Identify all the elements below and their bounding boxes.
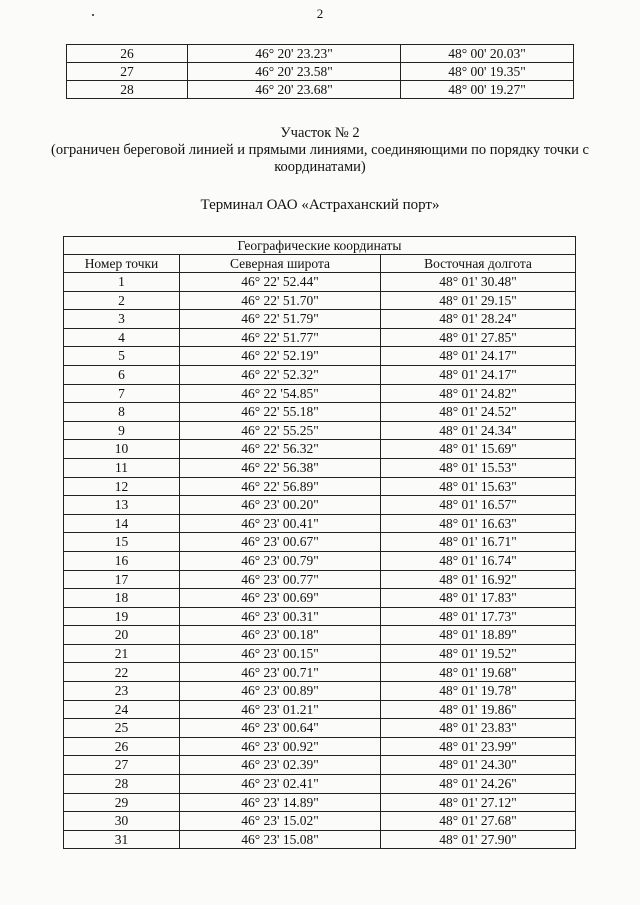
- longitude-cell: 48° 01' 16.92": [381, 570, 576, 589]
- latitude-cell: 46° 23' 14.89": [180, 793, 381, 812]
- longitude-cell: 48° 01' 17.83": [381, 589, 576, 608]
- point-cell: 23: [64, 682, 180, 701]
- longitude-cell: 48° 01' 19.78": [381, 682, 576, 701]
- table-row: [64, 551, 576, 570]
- table-row: [64, 663, 576, 682]
- table-row: [64, 347, 576, 366]
- table-row: [64, 682, 576, 701]
- point-cell: 19: [64, 607, 180, 626]
- longitude-cell: 48° 01' 19.68": [381, 663, 576, 682]
- table-row: [64, 793, 576, 812]
- table-row: [67, 81, 574, 99]
- header-point: Номер точки: [64, 255, 180, 273]
- table-row: [64, 700, 576, 719]
- longitude-cell: 48° 01' 15.53": [381, 458, 576, 477]
- latitude-cell: 46° 20' 23.68": [188, 81, 401, 99]
- longitude-cell: 48° 01' 27.68": [381, 812, 576, 831]
- section-description: (ограничен береговой линией и прямыми линиями, соединяющими по порядку точки с координатами): [51, 142, 589, 175]
- latitude-cell: 46° 22' 51.79": [180, 310, 381, 329]
- header-group: Географические координаты: [64, 237, 576, 255]
- table-row: [64, 384, 576, 403]
- point-cell: 3: [64, 310, 180, 329]
- longitude-cell: 48° 01' 24.26": [381, 775, 576, 794]
- point-cell: 27: [67, 63, 188, 81]
- header-longitude: Восточная долгота: [381, 255, 576, 273]
- table-row: [64, 775, 576, 794]
- point-cell: 17: [64, 570, 180, 589]
- point-cell: 18: [64, 589, 180, 608]
- point-cell: 13: [64, 496, 180, 515]
- latitude-cell: 46° 23' 02.39": [180, 756, 381, 775]
- table-row: [64, 570, 576, 589]
- latitude-cell: 46° 22' 55.18": [180, 403, 381, 422]
- longitude-cell: 48° 00' 19.35": [401, 63, 574, 81]
- table-row: [67, 45, 574, 63]
- point-cell: 16: [64, 551, 180, 570]
- point-cell: 14: [64, 514, 180, 533]
- table-row: [64, 626, 576, 645]
- latitude-cell: 46° 23' 00.92": [180, 737, 381, 756]
- point-cell: 24: [64, 700, 180, 719]
- table-row: [64, 458, 576, 477]
- longitude-cell: 48° 01' 23.99": [381, 737, 576, 756]
- longitude-cell: 48° 00' 20.03": [401, 45, 574, 63]
- table-row: [64, 440, 576, 459]
- latitude-cell: 46° 23' 00.77": [180, 570, 381, 589]
- table-row: [64, 812, 576, 831]
- coordinates-table: [63, 236, 576, 849]
- longitude-cell: 48° 01' 15.63": [381, 477, 576, 496]
- longitude-cell: 48° 01' 27.12": [381, 793, 576, 812]
- point-cell: 26: [64, 737, 180, 756]
- point-cell: 2: [64, 291, 180, 310]
- point-cell: 5: [64, 347, 180, 366]
- terminal-title: Терминал ОАО «Астраханский порт»: [200, 197, 440, 213]
- longitude-cell: 48° 01' 28.24": [381, 310, 576, 329]
- longitude-cell: 48° 01' 19.52": [381, 644, 576, 663]
- point-cell: 28: [67, 81, 188, 99]
- latitude-cell: 46° 23' 01.21": [180, 700, 381, 719]
- table-row: [64, 756, 576, 775]
- point-cell: 9: [64, 421, 180, 440]
- latitude-cell: 46° 22' 51.70": [180, 291, 381, 310]
- latitude-cell: 46° 23' 00.41": [180, 514, 381, 533]
- longitude-cell: 48° 01' 24.17": [381, 347, 576, 366]
- latitude-cell: 46° 23' 00.67": [180, 533, 381, 552]
- table-row: [64, 514, 576, 533]
- table-row: [64, 533, 576, 552]
- longitude-cell: 48° 01' 27.90": [381, 830, 576, 849]
- longitude-cell: 48° 01' 27.85": [381, 328, 576, 347]
- longitude-cell: 48° 01' 24.30": [381, 756, 576, 775]
- point-cell: 30: [64, 812, 180, 831]
- point-cell: 1: [64, 273, 180, 292]
- longitude-cell: 48° 01' 24.82": [381, 384, 576, 403]
- point-cell: 11: [64, 458, 180, 477]
- latitude-cell: 46° 23' 00.18": [180, 626, 381, 645]
- longitude-cell: 48° 01' 15.69": [381, 440, 576, 459]
- point-cell: 4: [64, 328, 180, 347]
- point-cell: 28: [64, 775, 180, 794]
- longitude-cell: 48° 01' 24.17": [381, 365, 576, 384]
- latitude-cell: 46° 22' 56.38": [180, 458, 381, 477]
- point-cell: 29: [64, 793, 180, 812]
- point-cell: 8: [64, 403, 180, 422]
- longitude-cell: 48° 01' 29.15": [381, 291, 576, 310]
- table-row: [64, 365, 576, 384]
- latitude-cell: 46° 22 '54.85": [180, 384, 381, 403]
- longitude-cell: 48° 01' 18.89": [381, 626, 576, 645]
- longitude-cell: 48° 01' 16.63": [381, 514, 576, 533]
- point-cell: 12: [64, 477, 180, 496]
- longitude-cell: 48° 01' 23.83": [381, 719, 576, 738]
- table-row: [64, 737, 576, 756]
- page-number: 2: [316, 6, 324, 21]
- latitude-cell: 46° 23' 15.08": [180, 830, 381, 849]
- longitude-cell: 48° 01' 16.74": [381, 551, 576, 570]
- table-row: [64, 644, 576, 663]
- latitude-cell: 46° 22' 51.77": [180, 328, 381, 347]
- latitude-cell: 46° 23' 02.41": [180, 775, 381, 794]
- point-cell: 31: [64, 830, 180, 849]
- table-row: [64, 830, 576, 849]
- longitude-cell: 48° 01' 19.86": [381, 700, 576, 719]
- longitude-cell: 48° 01' 16.57": [381, 496, 576, 515]
- latitude-cell: 46° 23' 00.69": [180, 589, 381, 608]
- point-cell: 15: [64, 533, 180, 552]
- table-row: [64, 477, 576, 496]
- point-cell: 10: [64, 440, 180, 459]
- table-row: [64, 291, 576, 310]
- point-cell: 20: [64, 626, 180, 645]
- longitude-cell: 48° 01' 24.52": [381, 403, 576, 422]
- section-title: Участок № 2: [280, 125, 360, 141]
- latitude-cell: 46° 23' 00.31": [180, 607, 381, 626]
- point-cell: 7: [64, 384, 180, 403]
- point-cell: 25: [64, 719, 180, 738]
- header-latitude: Северная широта: [180, 255, 381, 273]
- point-cell: 21: [64, 644, 180, 663]
- latitude-cell: 46° 22' 52.19": [180, 347, 381, 366]
- point-cell: 27: [64, 756, 180, 775]
- point-cell: 26: [67, 45, 188, 63]
- latitude-cell: 46° 23' 00.64": [180, 719, 381, 738]
- latitude-cell: 46° 22' 56.89": [180, 477, 381, 496]
- table-row: [64, 328, 576, 347]
- table-row: [64, 273, 576, 292]
- longitude-cell: 48° 01' 24.34": [381, 421, 576, 440]
- table-row: [64, 496, 576, 515]
- continuation-table: [66, 44, 574, 99]
- table-row: [64, 310, 576, 329]
- table-row: [64, 719, 576, 738]
- latitude-cell: 46° 22' 52.32": [180, 365, 381, 384]
- latitude-cell: 46° 23' 00.20": [180, 496, 381, 515]
- latitude-cell: 46° 23' 00.71": [180, 663, 381, 682]
- longitude-cell: 48° 01' 17.73": [381, 607, 576, 626]
- longitude-cell: 48° 01' 16.71": [381, 533, 576, 552]
- latitude-cell: 46° 23' 00.89": [180, 682, 381, 701]
- table-row: [67, 63, 574, 81]
- table-row: [64, 403, 576, 422]
- latitude-cell: 46° 22' 52.44": [180, 273, 381, 292]
- point-cell: 6: [64, 365, 180, 384]
- table-row: [64, 607, 576, 626]
- table-row: [64, 421, 576, 440]
- latitude-cell: 46° 22' 56.32": [180, 440, 381, 459]
- longitude-cell: 48° 01' 30.48": [381, 273, 576, 292]
- latitude-cell: 46° 20' 23.23": [188, 45, 401, 63]
- point-cell: 22: [64, 663, 180, 682]
- latitude-cell: 46° 23' 00.79": [180, 551, 381, 570]
- table-row: [64, 589, 576, 608]
- latitude-cell: 46° 23' 00.15": [180, 644, 381, 663]
- latitude-cell: 46° 20' 23.58": [188, 63, 401, 81]
- longitude-cell: 48° 00' 19.27": [401, 81, 574, 99]
- latitude-cell: 46° 22' 55.25": [180, 421, 381, 440]
- latitude-cell: 46° 23' 15.02": [180, 812, 381, 831]
